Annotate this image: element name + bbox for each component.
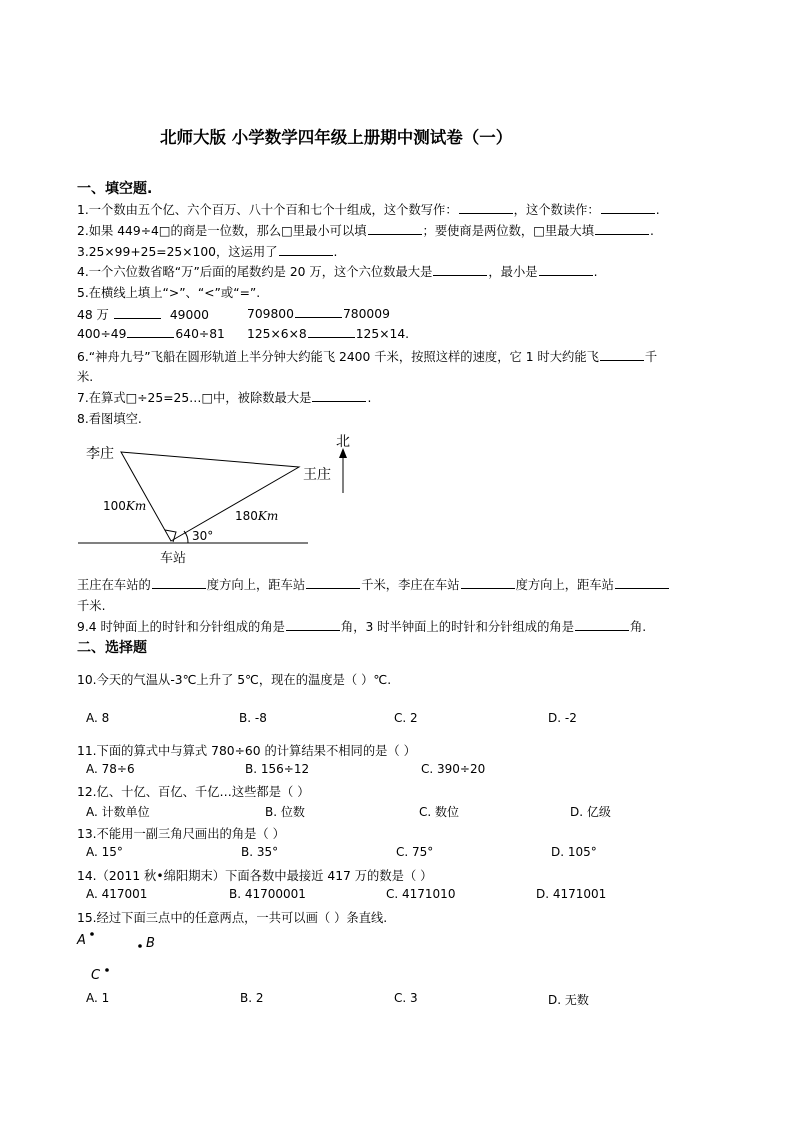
q10-option-c[interactable]: C. 2 (394, 711, 418, 725)
q1-text-b: ，这个数读作： (513, 203, 600, 217)
q1-text-c: . (655, 203, 660, 217)
q3-text-a: 3.25×99+25=25×100，这运用了 (77, 245, 278, 259)
q9-text-c: 角. (630, 620, 647, 634)
q9-text-a: 9.4 时钟面上的时针和分针组成的角是 (77, 620, 285, 634)
distance-2-unit: Km (257, 509, 279, 523)
question-5: 5.在横线上填上“>”、“<”或“=”. (77, 286, 261, 300)
q3-text-b: . (333, 245, 338, 259)
q5-item: 48 万 (77, 308, 109, 322)
q11-option-a[interactable]: A. 78÷6 (86, 762, 135, 776)
q7-text-b: . (367, 391, 372, 405)
answer-blank[interactable] (615, 576, 669, 589)
q12-option-b[interactable]: B. 位数 (265, 805, 305, 819)
wangzhuang-label: 王庄 (303, 467, 331, 483)
q11-option-c[interactable]: C. 390÷20 (421, 762, 486, 776)
distance-label-1 (103, 499, 146, 513)
q5-item: 640÷81 (175, 327, 225, 341)
distance-label-2 (235, 509, 278, 523)
question-9 (77, 617, 646, 635)
q7-text-a: 7.在算式□÷25=25…□中，被除数最大是 (77, 391, 312, 405)
station-label: 车站 (160, 551, 187, 566)
question-13: 13.不能用一副三角尺画出的角是（ ） (77, 827, 285, 841)
distance-1-unit: Km (125, 499, 147, 513)
q1-text-a: 1.一个数由五个亿、六个百万、八十个百和七个十组成，这个数写作： (77, 203, 458, 217)
q5-item: 400÷49 (77, 327, 127, 341)
q5-item: 125×6×8 (247, 327, 307, 341)
section-fill-in-title: 一、填空题. (77, 181, 153, 197)
q14-option-d[interactable]: D. 4171001 (536, 887, 607, 901)
q5-item: 780009 (342, 307, 390, 321)
answer-blank[interactable] (286, 618, 340, 631)
question-12: 12.亿、十亿、百亿、千亿…这些都是（ ） (77, 785, 310, 799)
q5-item: 49000 (169, 308, 209, 322)
q8-text-b: 度方向上，距车站 (206, 578, 306, 592)
question-10: 10.今天的气温从-3℃上升了 5℃，现在的温度是（ ）℃. (77, 673, 392, 687)
angle-label: 30° (192, 529, 214, 543)
north-label: 北 (336, 434, 350, 450)
q15-option-d[interactable]: D. 无数 (548, 993, 589, 1007)
section-choice-title: 二、选择题 (77, 640, 147, 656)
distance-1-value: 100 (103, 499, 126, 513)
q4-text-c: . (593, 265, 598, 279)
q6-text-b: 千 (644, 350, 658, 364)
lizhuang-label: 李庄 (86, 446, 114, 462)
q15-option-b[interactable]: B. 2 (240, 991, 264, 1005)
q12-option-a[interactable]: A. 计数单位 (86, 805, 150, 819)
distance-2-value: 180 (235, 509, 258, 523)
q14-option-c[interactable]: C. 4171010 (386, 887, 456, 901)
triangle-route (121, 452, 299, 541)
q13-option-b[interactable]: B. 35° (241, 845, 279, 859)
point-c-label: C (91, 968, 101, 983)
page-title: 北师大版 小学数学四年级上册期中测试卷（一） (160, 128, 513, 147)
q13-option-a[interactable]: A. 15° (86, 845, 123, 859)
question-11: 11.下面的算式中与算式 780÷60 的计算结果不相同的是（ ） (77, 744, 416, 758)
q2-text-b: ；要使商是两位数，□里最大填 (422, 224, 595, 238)
point-c-dot (105, 968, 109, 972)
q4-text-b: ，最小是 (488, 265, 538, 279)
answer-blank[interactable] (575, 618, 629, 631)
q13-option-d[interactable]: D. 105° (551, 845, 597, 859)
q10-option-a[interactable]: A. 8 (86, 711, 110, 725)
q14-option-a[interactable]: A. 417001 (86, 887, 148, 901)
q14-option-b[interactable]: B. 41700001 (229, 887, 306, 901)
q2-text-a: 2.如果 449÷4□的商是一位数，那么□里最小可以填 (77, 224, 367, 238)
answer-blank[interactable] (152, 576, 206, 589)
question-14: 14.（2011 秋•绵阳期末）下面各数中最接近 417 万的数是（ ） (77, 869, 433, 883)
q11-option-b[interactable]: B. 156÷12 (245, 762, 310, 776)
point-a-label: A (77, 933, 86, 948)
q5-item: 709800 (247, 307, 294, 321)
q2-text-c: . (650, 224, 654, 238)
point-a-dot (90, 932, 94, 936)
answer-blank[interactable] (461, 576, 515, 589)
q6-text-a: 6.“神舟九号”飞船在圆形轨道上半分钟大约能飞 2400 千米，按照这样的速度，它 1 时大约能飞 (77, 350, 599, 364)
q8-text-c: 千米，李庄在车站 (361, 578, 460, 592)
points-figure (0, 920, 793, 990)
q5-item: 125×14. (355, 327, 410, 341)
q10-option-b[interactable]: B. -8 (239, 711, 267, 725)
answer-blank[interactable] (306, 576, 360, 589)
question-8-fill (77, 575, 670, 593)
point-b-dot (138, 944, 142, 948)
q10-option-d[interactable]: D. -2 (548, 711, 577, 725)
q12-option-c[interactable]: C. 数位 (419, 805, 460, 819)
q15-option-a[interactable]: A. 1 (86, 991, 110, 1005)
q8-text-a: 王庄在车站的 (77, 578, 151, 592)
question-15: 15.经过下面三点中的任意两点，一共可以画（ ）条直线. (77, 911, 388, 925)
q13-option-c[interactable]: C. 75° (396, 845, 434, 859)
question-8: 8.看图填空. (77, 412, 142, 426)
q8-text-d: 度方向上，距车站 (515, 578, 614, 592)
point-b-label: B (146, 936, 155, 951)
q9-text-b: 角，3 时半钟面上的时针和分针组成的角是 (340, 620, 574, 634)
q15-option-c[interactable]: C. 3 (394, 991, 418, 1005)
q4-text-a: 4.一个六位数省略“万”后面的尾数约是 20 万，这个六位数最大是 (77, 265, 433, 279)
q12-option-d[interactable]: D. 亿级 (570, 805, 611, 819)
question-8-fill-cont: 千米. (77, 599, 106, 613)
question-6-cont: 米. (77, 370, 94, 384)
